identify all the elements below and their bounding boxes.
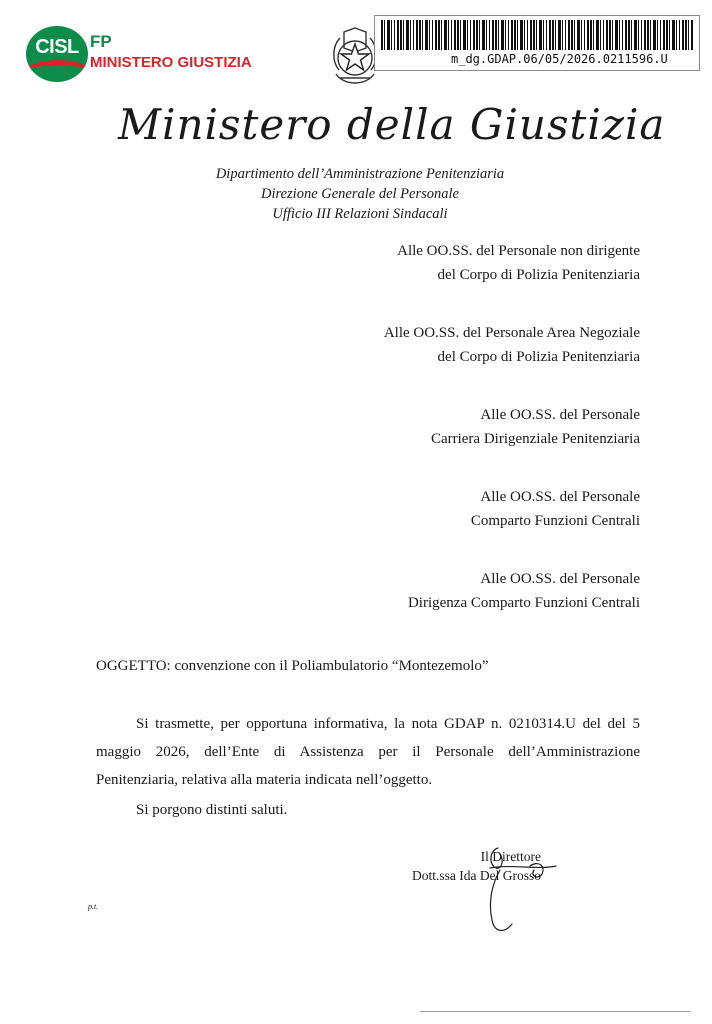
body-line [96,766,640,794]
recipient-block [384,321,640,369]
recipient-line: del Corpo di Polizia Penitenziaria [437,349,640,365]
directorate-name: Direzione Generale del Personale [261,186,459,202]
handwritten-signature [430,840,570,940]
footer-divider [420,1011,690,1012]
recipient-line: del Corpo di Polizia Penitenziaria [437,267,640,283]
body-line [96,738,640,766]
protocol-barcode-stamp [374,15,700,71]
recipient-line: Alle OO.SS. del Personale [480,407,640,423]
barcode-icon [381,20,693,50]
signatory-name: Dott.ssa Ida Del Grosso [412,868,541,883]
logo-mark-text: CISL [35,36,79,58]
closing-text: Si porgono distinti saluti. [136,802,288,818]
recipient-line: Comparto Funzioni Centrali [470,513,640,529]
body-line-text: Si trasmette, per opportuna informativa, la nota GDAP n. 0210314.U del del 5 [136,716,640,732]
office-name: Ufficio III Relazioni Sindacali [272,206,448,222]
protocol-number: m_dg.GDAP.06/05/2026.0211596.U [451,52,668,66]
closing-line [136,796,680,824]
recipient-line: Alle OO.SS. del Personale Area Negoziale [383,325,640,341]
recipient-line: Carriera Dirigenziale Penitenziaria [430,431,640,447]
cisl-logo-mark [26,26,88,82]
cisl-fp-logo [26,26,256,86]
ministry-title: Ministero della Giustizia [118,100,666,149]
recipient-block [408,567,640,615]
recipient-block [431,403,640,451]
logo-suffix: FP [90,32,112,51]
pt-mark: p.t. [88,902,99,911]
logo-subtitle: MINISTERO GIUSTIZIA [90,54,252,71]
recipient-line: Alle OO.SS. del Personale [480,489,640,505]
letter-subject: OGGETTO: convenzione con il Poliambulatorio “Montezemolo” [96,658,489,674]
recipient-block [471,485,640,533]
department-name: Dipartimento dell’Amministrazione Penitenziaria [215,166,505,182]
logo-swoosh [26,60,88,82]
recipient-line: Alle OO.SS. del Personale [480,571,640,587]
body-line-text: Penitenziaria, relativa alla materia indicata nell’oggetto. [96,772,433,788]
recipient-line: Alle OO.SS. del Personale non dirigente [397,243,640,259]
body-line-text: maggio 2026, dell’Ente di Assistenza per il Personale dell’Amministrazione [96,744,640,760]
recipient-block [397,239,640,287]
body-line [136,710,640,738]
recipient-line: Dirigenza Comparto Funzioni Centrali [407,595,640,611]
signatory-role: Il Direttore [480,849,541,864]
